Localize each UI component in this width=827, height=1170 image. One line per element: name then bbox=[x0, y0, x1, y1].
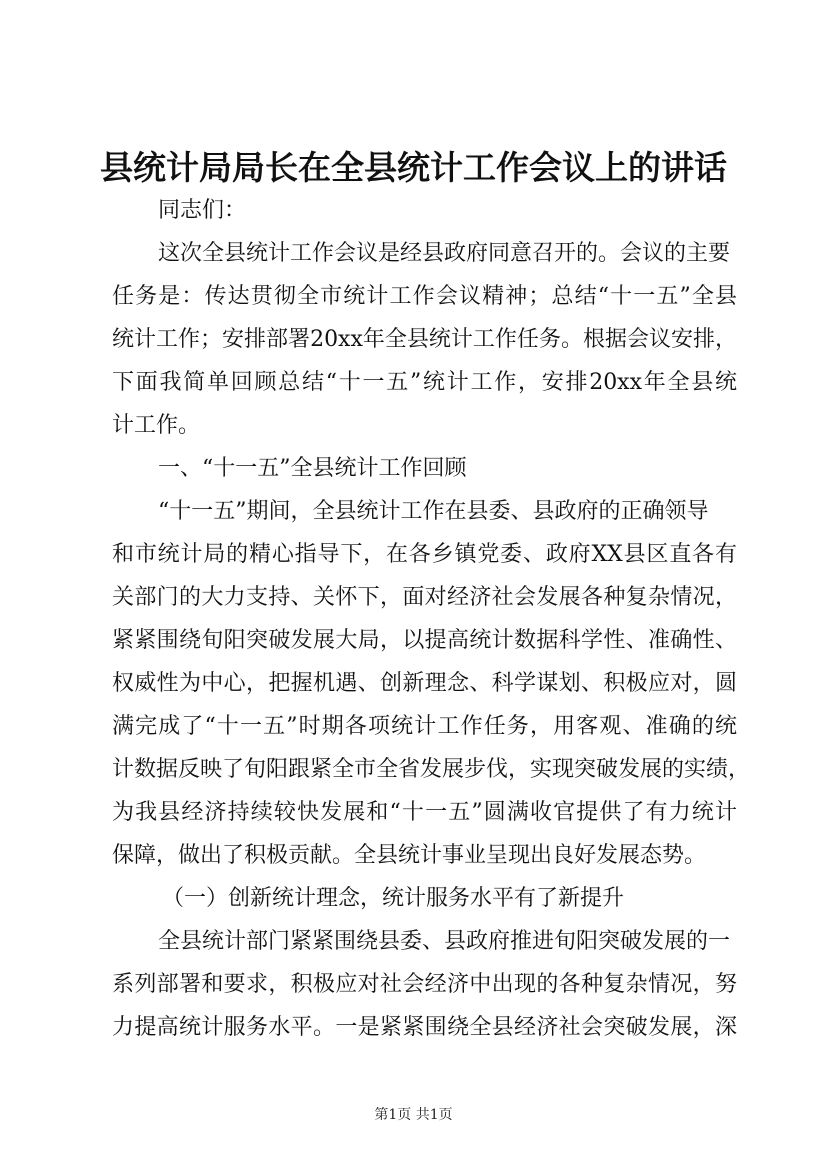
body-line: 计数据反映了旬阳跟紧全市全省发展步伐，实现突破发展的实绩， bbox=[112, 757, 751, 782]
body-line: 这次全县统计工作会议是经县政府同意召开的。会议的主要 bbox=[158, 241, 731, 266]
subsection-heading: （一）创新统计理念，统计服务水平有了新提升 bbox=[162, 886, 625, 911]
body-line: 紧紧围绕旬阳突破发展大局，以提高统计数据科学性、准确性、 bbox=[112, 628, 737, 653]
body-line: 权威性为中心，把握机遇、创新理念、科学谋划、积极应对，圆 bbox=[112, 671, 737, 696]
body-line: 全县统计部门紧紧围绕县委、县政府推进旬阳突破发展的一 bbox=[158, 929, 731, 954]
page-number-footer: 第1页 共1页 bbox=[374, 1107, 453, 1123]
body-line: 力提高统计服务水平。一是紧紧围绕全县经济社会突破发展，深 bbox=[112, 1015, 737, 1040]
body-line: 系列部署和要求，积极应对社会经济中出现的各种复杂情况，努 bbox=[112, 972, 737, 997]
body-line: 统计工作；安排部署20xx年全县统计工作任务。根据会议安排， bbox=[112, 327, 737, 352]
body-line: 下面我简单回顾总结“十一五”统计工作，安排20xx年全县统 bbox=[112, 370, 737, 395]
body-line: 为我县经济持续较快发展和“十一五”圆满收官提供了有力统计 bbox=[112, 800, 737, 825]
body-line: 满完成了“十一五”时期各项统计工作任务，用客观、准确的统 bbox=[112, 714, 737, 739]
section-heading: 一、“十一五”全县统计工作回顾 bbox=[158, 456, 467, 481]
body-line: 计工作。 bbox=[112, 413, 201, 438]
body-line: 和市统计局的精心指导下，在各乡镇党委、政府XX县区直各有 bbox=[112, 542, 737, 567]
body-line: 关部门的大力支持、关怀下，面对经济社会发展各种复杂情况， bbox=[112, 585, 737, 610]
body-line: 任务是：传达贯彻全市统计工作会议精神；总结“十一五”全县 bbox=[112, 284, 737, 309]
greeting-line: 同志们： bbox=[158, 198, 247, 223]
body-line: 保障，做出了积极贡献。全县统计事业呈现出良好发展态势。 bbox=[112, 843, 707, 868]
body-line: “十一五”期间，全县统计工作在县委、县政府的正确领导 bbox=[158, 499, 709, 524]
document-title: 县统计局局长在全县统计工作会议上的讲话 bbox=[100, 148, 727, 187]
